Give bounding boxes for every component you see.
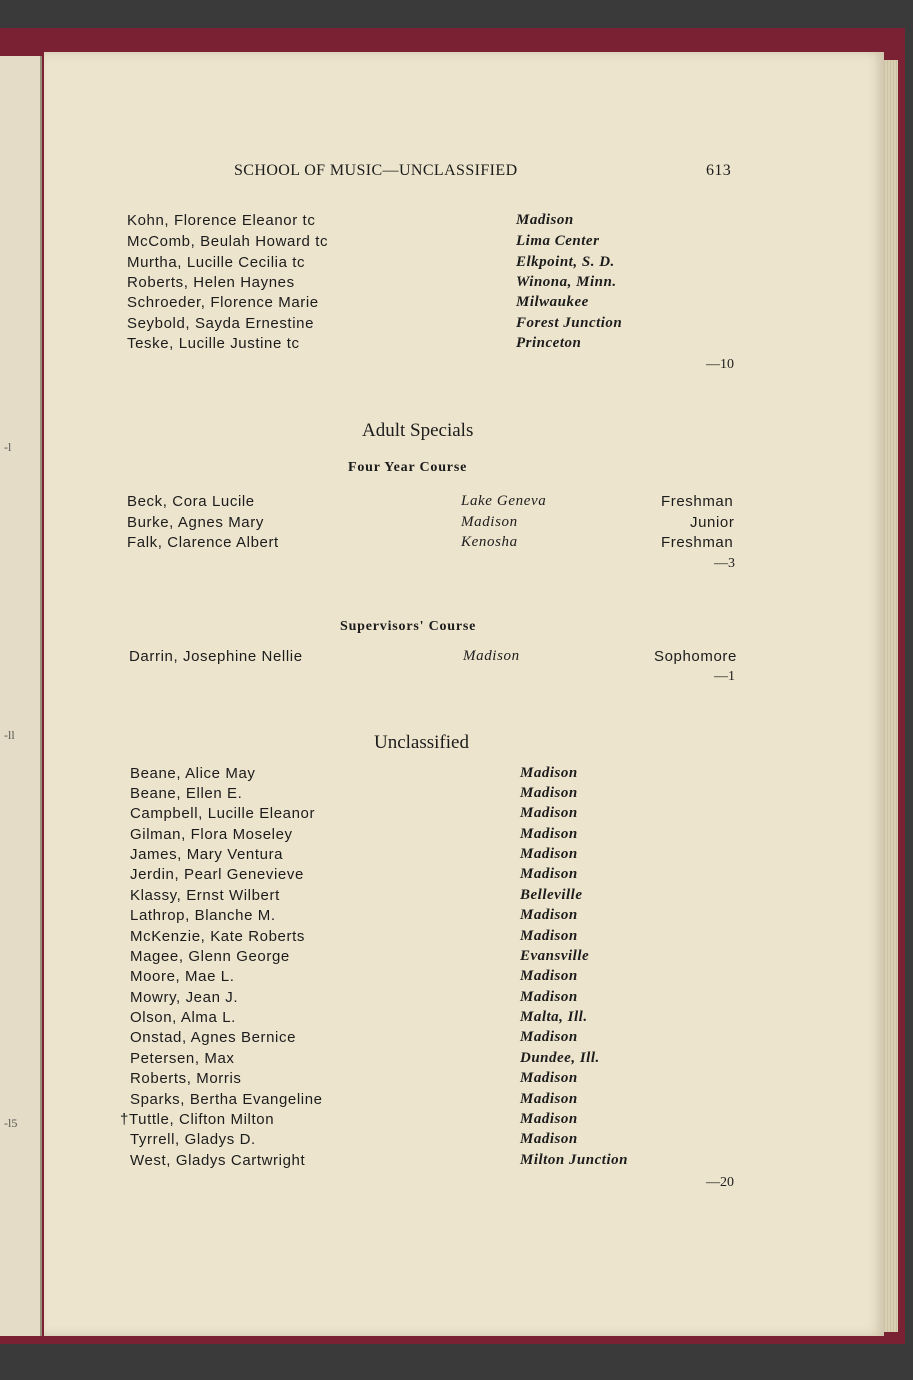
student-hometown: Winona, Minn. <box>516 274 617 290</box>
student-hometown: Madison <box>461 514 518 530</box>
student-name: McComb, Beulah Howard tc <box>127 233 329 250</box>
left-margin-mark: -l <box>4 440 12 454</box>
section-count: —3 <box>714 556 735 571</box>
student-hometown: Forest Junction <box>516 315 623 331</box>
student-name: Campbell, Lucille Eleanor <box>130 805 316 822</box>
student-name: Roberts, Morris <box>130 1070 242 1087</box>
section-title: Adult Specials <box>362 420 474 441</box>
student-class-year: Freshman <box>661 534 734 551</box>
subsection-title: Supervisors' Course <box>340 619 477 634</box>
student-hometown: Madison <box>520 1131 578 1147</box>
student-name: Magee, Glenn George <box>130 948 290 965</box>
student-name: Beck, Cora Lucile <box>127 493 255 510</box>
student-hometown: Madison <box>520 968 578 984</box>
student-name: Mowry, Jean J. <box>130 989 239 1006</box>
section-count: —1 <box>714 669 735 684</box>
student-hometown: Princeton <box>516 335 582 351</box>
student-name: Moore, Mae L. <box>130 968 235 985</box>
student-hometown: Madison <box>520 1070 578 1086</box>
student-name: Beane, Ellen E. <box>130 785 243 802</box>
student-hometown: Madison <box>520 846 578 862</box>
student-hometown: Lima Center <box>516 233 600 249</box>
student-name: McKenzie, Kate Roberts <box>130 928 305 945</box>
student-name: Teske, Lucille Justine tc <box>127 335 300 352</box>
student-hometown: Madison <box>520 1111 578 1127</box>
student-hometown: Madison <box>520 989 578 1005</box>
student-hometown: Madison <box>463 648 520 664</box>
student-name: Seybold, Sayda Ernestine <box>127 315 315 332</box>
student-hometown: Madison <box>520 1091 578 1107</box>
student-name: Tyrrell, Gladys D. <box>130 1131 256 1148</box>
student-hometown: Malta, Ill. <box>520 1009 588 1025</box>
student-hometown: Madison <box>516 212 574 228</box>
student-class-year: Freshman <box>661 493 734 510</box>
student-hometown: Madison <box>520 805 578 821</box>
student-hometown: Elkpoint, S. D. <box>516 254 615 270</box>
student-hometown: Milwaukee <box>516 294 589 310</box>
student-hometown: Lake Geneva <box>461 493 547 509</box>
student-name: Falk, Clarence Albert <box>127 534 279 551</box>
student-name: Klassy, Ernst Wilbert <box>130 887 280 904</box>
student-hometown: Kenosha <box>461 534 518 550</box>
student-class-year: Sophomore <box>654 648 737 665</box>
student-name: Olson, Alma L. <box>130 1009 236 1026</box>
student-name: Murtha, Lucille Cecilia tc <box>127 254 306 271</box>
left-margin-mark: -ll <box>4 728 15 742</box>
student-name: Burke, Agnes Mary <box>127 514 264 531</box>
student-hometown: Madison <box>520 785 578 801</box>
student-name: Lathrop, Blanche M. <box>130 907 276 924</box>
running-header: SCHOOL OF MUSIC—UNCLASSIFIED <box>234 162 518 179</box>
student-hometown: Madison <box>520 826 578 842</box>
student-name: Darrin, Josephine Nellie <box>129 648 303 665</box>
student-hometown: Belleville <box>520 887 583 903</box>
subsection-title: Four Year Course <box>348 460 468 475</box>
student-hometown: Madison <box>520 1029 578 1045</box>
student-hometown: Madison <box>520 907 578 923</box>
student-name: Gilman, Flora Moseley <box>130 826 293 843</box>
student-name: Beane, Alice May <box>130 765 256 782</box>
student-name: Petersen, Max <box>130 1050 235 1067</box>
student-hometown: Madison <box>520 928 578 944</box>
student-name: †Tuttle, Clifton Milton <box>120 1111 275 1128</box>
student-name: Jerdin, Pearl Genevieve <box>130 866 304 883</box>
student-name: Kohn, Florence Eleanor tc <box>127 212 316 229</box>
page-number: 613 <box>706 162 732 179</box>
left-margin-mark: -l5 <box>4 1116 18 1130</box>
section-title: Unclassified <box>374 732 469 753</box>
student-name: Roberts, Helen Haynes <box>127 274 295 291</box>
student-class-year: Junior <box>690 514 735 531</box>
student-name: West, Gladys Cartwright <box>130 1152 306 1169</box>
student-hometown: Madison <box>520 866 578 882</box>
student-name: James, Mary Ventura <box>130 846 284 863</box>
student-name: Sparks, Bertha Evangeline <box>130 1091 323 1108</box>
student-hometown: Dundee, Ill. <box>520 1050 600 1066</box>
section-count: —20 <box>706 1175 734 1190</box>
student-name: Schroeder, Florence Marie <box>127 294 319 311</box>
student-hometown: Madison <box>520 765 578 781</box>
section-count: —10 <box>706 357 734 372</box>
student-hometown: Evansville <box>520 948 590 964</box>
student-name: Onstad, Agnes Bernice <box>130 1029 297 1046</box>
student-hometown: Milton Junction <box>520 1152 628 1168</box>
